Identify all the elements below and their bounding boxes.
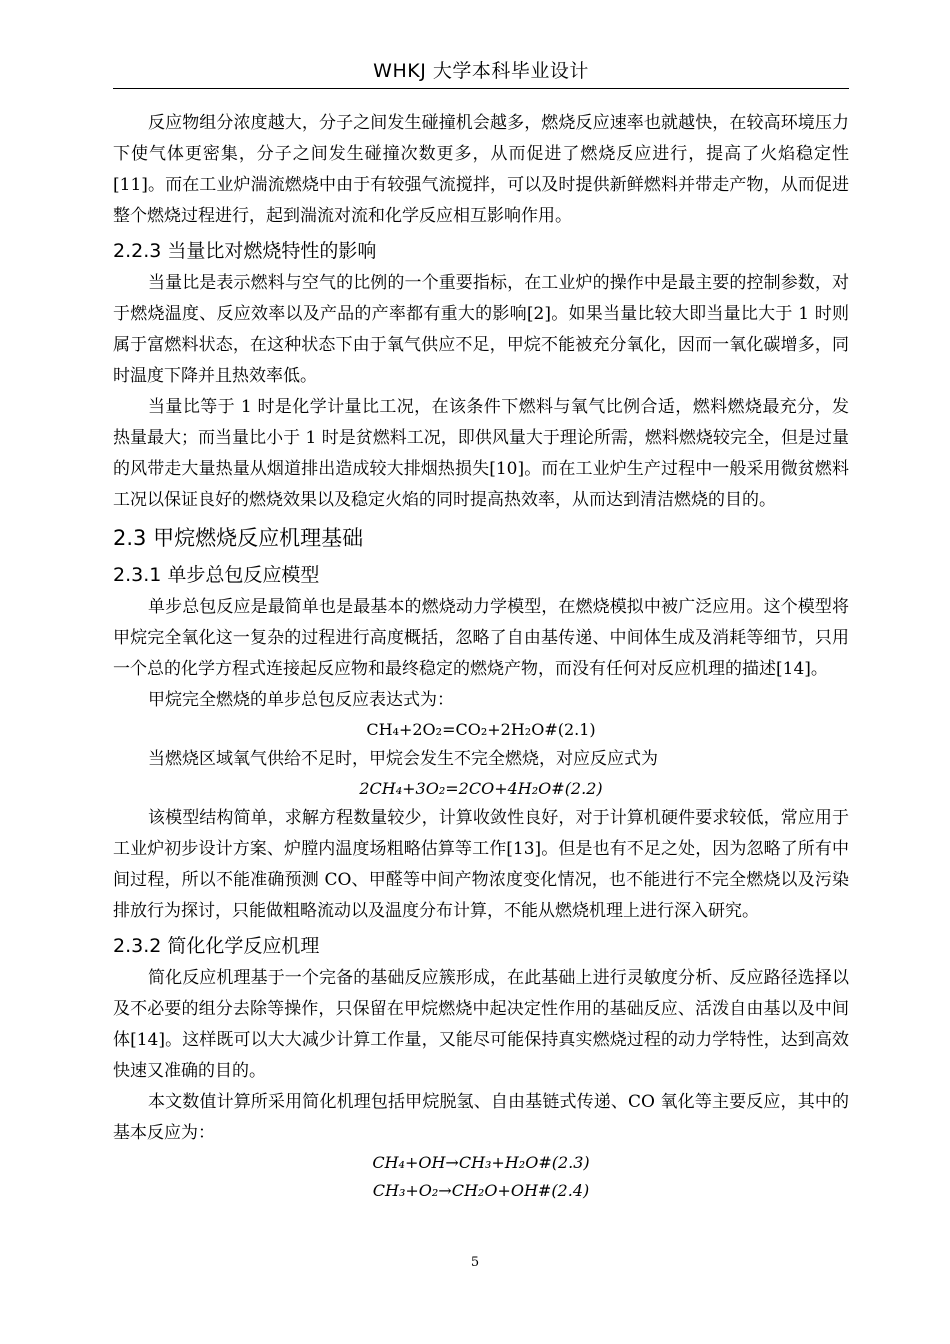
- paragraph: 该模型结构简单，求解方程数量较少，计算收敛性良好，对于计算机硬件要求较低，常应用于工业炉初步设计方案、炉膛内温度场粗略估算等工作[13]。但是也有不足之处，因为忽略了所有中间过程，所以不能准确预测 CO、甲醛等中间产物浓度变化情况，也不能进行不完全燃烧以及污染排放行为探讨，只能做粗略流动以及温度分布计算，不能从燃烧机理上进行深入研究。: [113, 808, 849, 921]
- section-heading-2-2-3: 2.2.3 当量比对燃烧特性的影响: [113, 240, 377, 262]
- page-number: 5: [470, 1255, 480, 1270]
- paragraph: 单步总包反应是最简单也是最基本的燃烧动力学模型，在燃烧模拟中被广泛应用。这个模型将甲烷完全氧化这一复杂的过程进行高度概括，忽略了自由基传递、中间体生成及消耗等细节，只用一个总的化学方程式连接起反应物和最终稳定的燃烧产物，而没有任何对反应机理的描述[14]。: [113, 597, 849, 679]
- page-header: WHKJ 大学本科毕业设计: [373, 60, 589, 82]
- section-heading-2-3-1: 2.3.1 单步总包反应模型: [113, 564, 320, 586]
- section-heading-2-3: 2.3 甲烷燃烧反应机理基础: [113, 526, 364, 550]
- equation-2-4: CH₃+O₂→CH₂O+OH#(2.4): [372, 1181, 590, 1200]
- paragraph: 甲烷完全燃烧的单步总包反应表达式为：: [148, 690, 454, 710]
- paragraph: 当量比等于 1 时是化学计量比工况，在该条件下燃料与氧气比例合适，燃料燃烧最充分，发热量最大；而当量比小于 1 时是贫燃料工况，即供风量大于理论所需，燃料燃烧较完全，但是过量的风带走大量热量从烟道排出造成较大排烟热损失[10]。而在工业炉生产过程中一般采用微贫燃料工况以保证良好的燃烧效果以及稳定火焰的同时提高热效率，从而达到清洁燃烧的目的。: [113, 397, 849, 510]
- page-content: [113, 108, 849, 1205]
- paragraph: 反应物组分浓度越大，分子之间发生碰撞机会越多，燃烧反应速率也就越快，在较高环境压力下使气体更密集，分子之间发生碰撞次数更多，从而促进了燃烧反应进行，提高了火焰稳定性[11]。而在工业炉湍流燃烧中由于有较强气流搅拌，可以及时提供新鲜燃料并带走产物，从而促进整个燃烧过程进行，起到湍流对流和化学反应相互影响作用。: [113, 113, 849, 226]
- paragraph: 简化反应机理基于一个完备的基础反应簇形成，在此基础上进行灵敏度分析、反应路径选择以及不必要的组分去除等操作，只保留在甲烷燃烧中起决定性作用的基础反应、活泼自由基以及中间体[14]。这样既可以大大减少计算工作量，又能尽可能保持真实燃烧过程的动力学特性，达到高效快速又准确的目的。: [113, 968, 849, 1081]
- equation-2-2: 2CH₄+3O₂=2CO+4H₂O#(2.2): [359, 779, 603, 798]
- paragraph: 本文数值计算所采用简化机理包括甲烷脱氢、自由基链式传递、CO 氧化等主要反应，其中的基本反应为：: [113, 1092, 849, 1143]
- equation-2-3: CH₄+OH→CH₃+H₂O#(2.3): [372, 1153, 590, 1172]
- header-rule: [113, 88, 849, 89]
- equation-2-1: CH₄+2O₂=CO₂+2H₂O#(2.1): [366, 720, 596, 739]
- section-heading-2-3-2: 2.3.2 简化化学反应机理: [113, 935, 320, 957]
- paragraph: 当量比是表示燃料与空气的比例的一个重要指标，在工业炉的操作中是最主要的控制参数，对于燃烧温度、反应效率以及产品的产率都有重大的影响[2]。如果当量比较大即当量比大于 1 时则属于富燃料状态，在这种状态下由于氧气供应不足，甲烷不能被充分氧化，因而一氧化碳增多，同时温度下降并且热效率低。: [113, 273, 849, 386]
- paragraph: 当燃烧区域氧气供给不足时，甲烷会发生不完全燃烧，对应反应式为: [148, 749, 658, 769]
